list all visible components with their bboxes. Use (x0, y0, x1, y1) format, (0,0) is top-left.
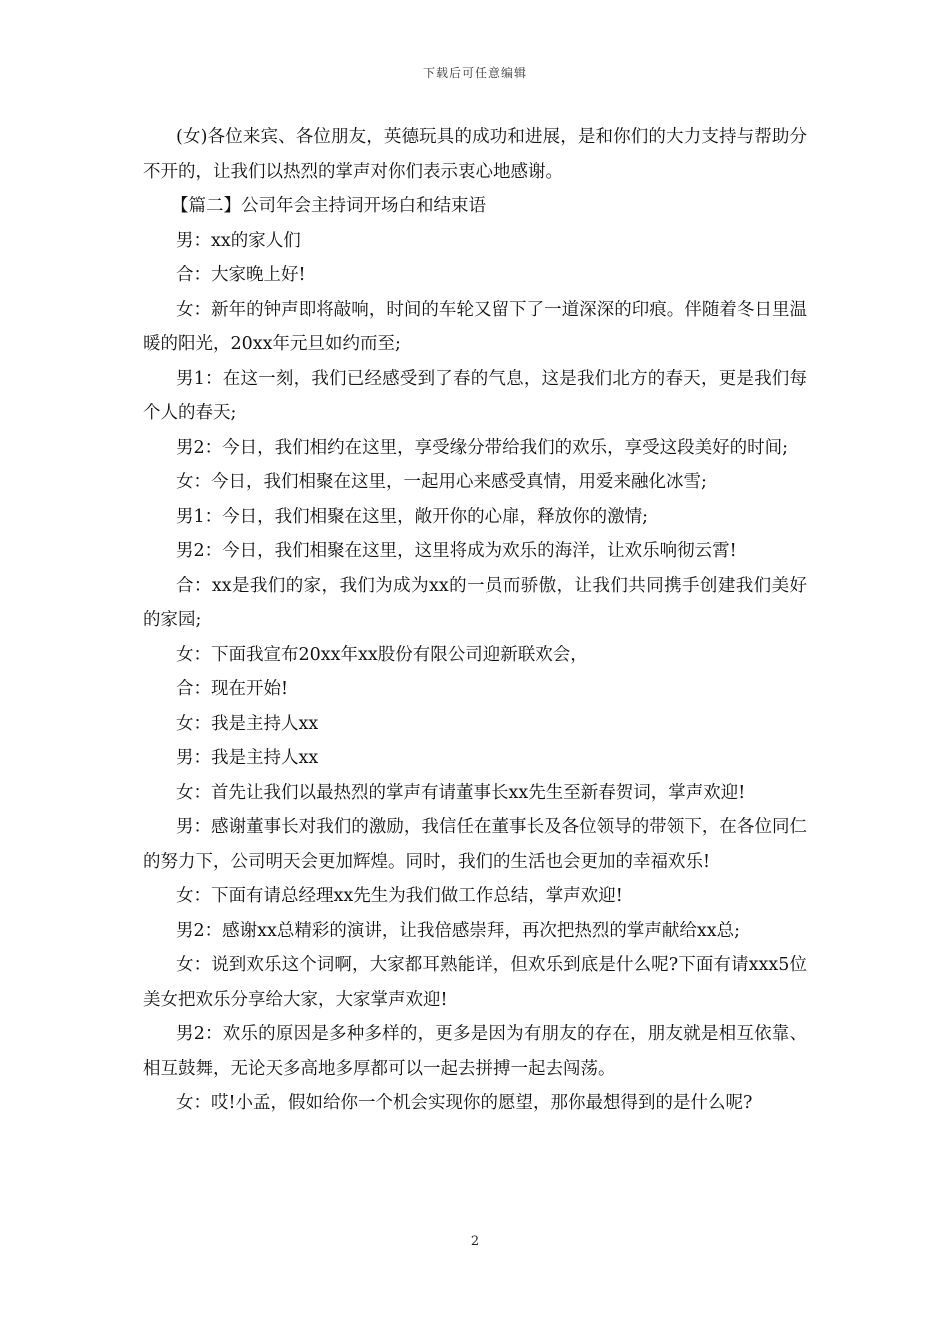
paragraph: 男2：欢乐的原因是多种多样的，更多是因为有朋友的存在，朋友就是相互依靠、相互鼓舞，无论天多高地多厚都可以一起去拼搏一起去闯荡。 (143, 1024, 807, 1079)
paragraph: 男1：今日，我们相聚在这里，敞开你的心扉，释放你的激情; (176, 506, 649, 527)
paragraph: 女：首先让我们以最热烈的掌声有请董事长xx先生至新春贺词，掌声欢迎! (176, 782, 746, 803)
paragraph: 合：xx是我们的家，我们为成为xx的一员而骄傲，让我们共同携手创建我们美好的家园; (143, 575, 807, 630)
paragraph: 男：感谢董事长对我们的激励，我信任在董事长及各位领导的带领下，在各位同仁的努力下，公司明天会更加辉煌。同时，我们的生活也会更加的幸福欢乐! (143, 817, 807, 872)
page-number: 2 (470, 1234, 480, 1249)
paragraph: 合：现在开始! (176, 679, 289, 699)
paragraph: 女：说到欢乐这个词啊，大家都耳熟能详，但欢乐到底是什么呢?下面有请xxx5位美女把欢乐分享给大家，大家掌声欢迎! (143, 955, 807, 1010)
paragraph: 女：下面我宣布20xx年xx股份有限公司迎新联欢会， (176, 644, 588, 665)
paragraph: 男：xx的家人们 (176, 230, 301, 251)
paragraph: 男1：在这一刻，我们已经感受到了春的气息，这是我们北方的春天，更是我们每个人的春天; (143, 368, 807, 423)
document-body (143, 120, 807, 1121)
paragraph: (女)各位来宾、各位朋友，英德玩具的成功和进展，是和你们的大力支持与帮助分不开的，让我们以热烈的掌声对你们表示衷心地感谢。 (143, 127, 807, 182)
paragraph: 女：下面有请总经理xx先生为我们做工作总结，掌声欢迎! (176, 886, 623, 906)
paragraph: 女：新年的钟声即将敲响，时间的车轮又留下了一道深深的印痕。伴随着冬日里温暖的阳光，20xx年元旦如约而至; (143, 299, 807, 354)
paragraph: 合：大家晚上好! (176, 265, 306, 285)
page-header: 下载后可任意编辑 (422, 66, 527, 80)
paragraph: 男2：今日，我们相聚在这里，这里将成为欢乐的海洋，让欢乐响彻云霄! (176, 541, 737, 561)
paragraph: 男：我是主持人xx (176, 748, 319, 768)
paragraph: 男2：感谢xx总精彩的演讲，让我倍感崇拜，再次把热烈的掌声献给xx总; (176, 920, 741, 941)
section-heading: 【篇二】公司年会主持词开场白和结束语 (171, 196, 486, 216)
paragraph: 男2：今日，我们相约在这里，享受缘分带给我们的欢乐，享受这段美好的时间; (176, 437, 789, 458)
paragraph: 女：今日，我们相聚在这里，一起用心来感受真情，用爱来融化冰雪; (176, 472, 707, 492)
paragraph: 女：我是主持人xx (176, 713, 319, 734)
paragraph: 女：哎!小孟，假如给你一个机会实现你的愿望，那你最想得到的是什么呢? (176, 1093, 753, 1113)
